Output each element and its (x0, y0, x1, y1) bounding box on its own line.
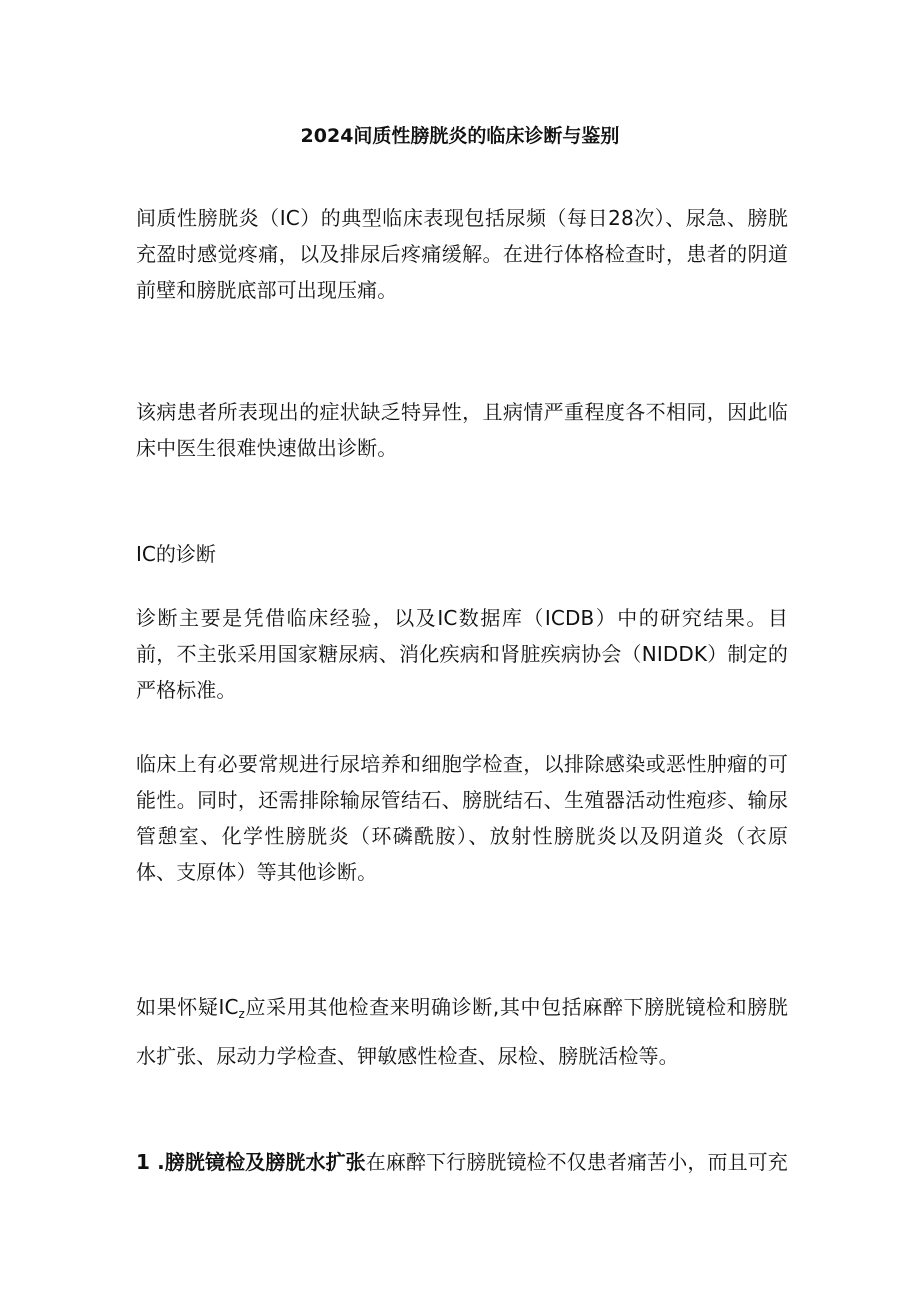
cystoscopy-text: 在麻醉下行膀胱镜检不仅患者痛苦小，而且可充 (365, 1150, 788, 1174)
paragraph-other-tests-part2: 应采用其他检查来明确诊断,其中包括麻醉下膀胱镜检和膀胱水扩张、尿动力学检查、钾敏感性检查、尿检、膀胱活检等。 (136, 995, 788, 1068)
paragraph-other-tests-part1: 如果怀疑IC (136, 995, 239, 1019)
paragraph-cystoscopy (136, 1144, 788, 1180)
section-heading-ic-diagnosis: IC的诊断 (136, 542, 216, 566)
paragraph-exclusion: 临床上有必要常规进行尿培养和细胞学检查，以排除感染或恶性肿瘤的可能性。同时，还需排除输尿管结石、膀胱结石、生殖器活动性疱疹、输尿管憩室、化学性膀胱炎（环磷酰胺）、放射性膀胱炎以及阴道炎（衣原体、支原体）等其他诊断。 (136, 752, 788, 884)
paragraph-symptoms: 间质性膀胱炎（IC）的典型临床表现包括尿频（每日28次）、尿急、膀胱充盈时感觉疼痛，以及排尿后疼痛缓解。在进行体格检查时，患者的阴道前壁和膀胱底部可出现压痛。 (136, 206, 788, 302)
paragraph-other-tests (136, 986, 788, 1077)
document-title: 2024间质性膀胱炎的临床诊断与鉴别 (300, 125, 620, 147)
subscript-z: z (238, 1007, 245, 1021)
paragraph-nonspecific: 该病患者所表现出的症状缺乏特异性，且病情严重程度各不相同，因此临床中医生很难快速做出诊断。 (136, 400, 788, 460)
paragraph-diagnosis-basis: 诊断主要是凭借临床经验，以及IC数据库（ICDB）中的研究结果。目前，不主张采用国家糖尿病、消化疾病和肾脏疾病协会（NIDDK）制定的严格标准。 (136, 606, 788, 702)
cystoscopy-heading: 1 .膀胱镜检及膀胱水扩张 (136, 1150, 366, 1174)
